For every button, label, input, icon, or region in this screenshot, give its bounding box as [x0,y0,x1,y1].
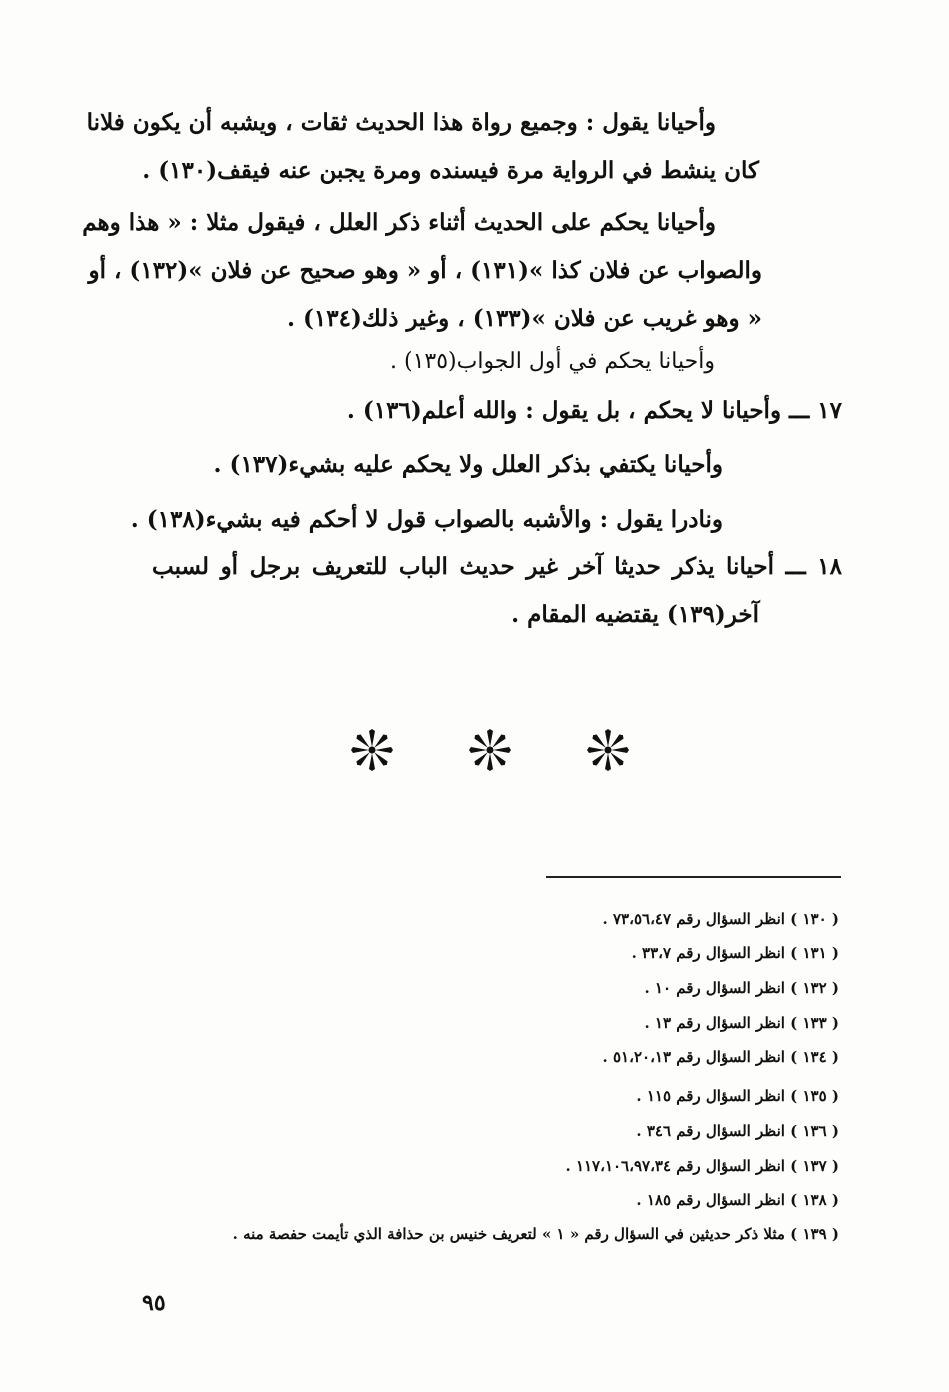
body-line-11: آخر(١٣٩) يقتضيه المقام . [511,601,759,628]
footnote-131: ( ١٣١ ) انظر السؤال رقم ٣٣،٧ . [631,944,839,962]
body-line-10: ١٨ ـــ أحيانا يذكر حديثا آخر غير حديث الباب للتعريف برجل أو لسبب [152,553,842,580]
body-line-7: ١٧ ـــ وأحيانا لا يحكم ، بل يقول : والله أعلم(١٣٦) . [346,397,842,424]
body-line-8: وأحيانا يكتفي بذكر العلل ولا يحكم عليه بشيء(١٣٧) . [213,451,723,478]
footnote-136: ( ١٣٦ ) انظر السؤال رقم ٣٤٦ . [636,1122,839,1140]
footnote-137: ( ١٣٧ ) انظر السؤال رقم ١١٧،١٠٦،٩٧،٣٤ . [565,1157,839,1175]
body-line-4: والصواب عن فلان كذا »(١٣١) ، أو « وهو صحيح عن فلان »(١٣٢) ، أو [88,257,762,284]
body-line-9: ونادرا يقول : والأشبه بالصواب قول لا أحكم فيه بشيء(١٣٨) . [130,506,723,533]
footnote-130: ( ١٣٠ ) انظر السؤال رقم ٧٣،٥٦،٤٧ . [602,910,839,928]
section-divider [350,725,630,775]
body-line-1: وأحيانا يقول : وجميع رواة هذا الحديث ثقات ، ويشبه أن يكون فلانا [86,109,716,136]
asterisk-flower-icon [468,728,512,772]
page-number: ٩٥ [142,1290,166,1316]
body-line-2: كان ينشط في الرواية مرة فيسنده ومرة يجبن عنه فيقف(١٣٠) . [142,157,759,184]
asterisk-flower-icon [350,728,394,772]
body-line-6: وأحيانا يحكم في أول الجواب(١٣٥) . [390,349,715,374]
footnote-135: ( ١٣٥ ) انظر السؤال رقم ١١٥ . [636,1087,839,1105]
footnote-133: ( ١٣٣ ) انظر السؤال رقم ١٣ . [644,1014,839,1032]
footnote-separator [546,876,841,878]
footnote-132: ( ١٣٢ ) انظر السؤال رقم ١٠ . [644,979,839,997]
asterisk-flower-icon [586,728,630,772]
footnote-134: ( ١٣٤ ) انظر السؤال رقم ٥١،٢٠،١٣ . [602,1048,839,1066]
body-line-3: وأحيانا يحكم على الحديث أثناء ذكر العلل ، فيقول مثلا : « هذا وهم [82,209,716,236]
body-line-5: « وهو غريب عن فلان »(١٣٣) ، وغير ذلك(١٣٤) . [287,305,762,332]
footnote-138: ( ١٣٨ ) انظر السؤال رقم ١٨٥ . [636,1191,839,1209]
footnote-139: ( ١٣٩ ) مثلا ذكر حديثين في السؤال رقم « ١ » لتعريف خنيس بن حذافة الذي تأيمت حفصة منه . [232,1225,839,1243]
